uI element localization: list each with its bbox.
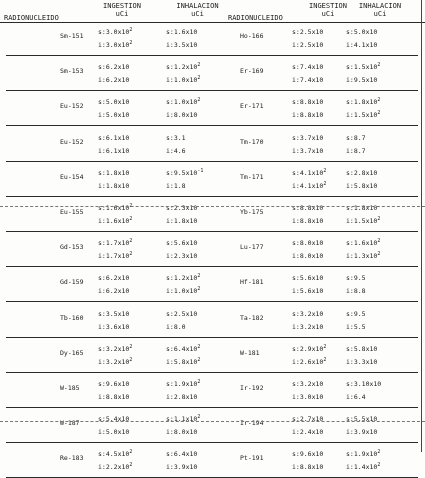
value-text: s:6.1x10 xyxy=(98,134,130,142)
header-inhalacion-unit-right: uCi xyxy=(373,10,387,18)
nuclide-name: Hf-181 xyxy=(240,278,264,286)
value-text: i:6.2x10 xyxy=(98,76,130,84)
value-text: i:3.2x10 xyxy=(98,358,130,366)
value-text: i:8.0x10 xyxy=(292,252,324,260)
value-exponent: 2 xyxy=(323,344,327,350)
value-text: i:3.2x10 xyxy=(292,323,324,331)
value-ing-s xyxy=(292,132,323,144)
value-text: i:1.4x10 xyxy=(346,463,378,471)
value-inh-s xyxy=(346,96,380,108)
value-text: i:2.5x10 xyxy=(292,41,324,49)
value-inh-s xyxy=(346,343,377,355)
value-text: s:3.7x10 xyxy=(292,134,324,142)
row-rule xyxy=(6,301,418,302)
value-exponent: 2 xyxy=(377,251,381,257)
value-ing-s xyxy=(292,96,323,108)
nuclide-name: Ta-182 xyxy=(240,314,264,322)
value-ing-s xyxy=(98,413,129,425)
value-ing-i xyxy=(98,250,132,262)
row-rule xyxy=(6,337,418,338)
nuclide-name: Tm-171 xyxy=(240,173,264,181)
header-radionucleido-right: RADIONUCLEIDO xyxy=(228,14,283,22)
value-inh-i xyxy=(346,180,377,192)
value-text: i:8.8x10 xyxy=(292,111,324,119)
value-text: s:1.6x10 xyxy=(98,204,130,212)
value-exponent: 2 xyxy=(129,344,133,350)
value-text: s:9.5x10 xyxy=(166,169,198,177)
value-ing-s xyxy=(98,343,132,355)
value-inh-i xyxy=(166,215,197,227)
value-exponent: 2 xyxy=(323,168,327,174)
value-text: i:1.0x10 xyxy=(166,76,198,84)
value-ing-i xyxy=(292,250,323,262)
value-ing-s xyxy=(292,308,323,320)
value-ing-s xyxy=(98,378,129,390)
value-inh-i xyxy=(166,321,186,333)
value-text: i:2.6x10 xyxy=(292,358,324,366)
value-text: i:1.8x10 xyxy=(166,217,198,225)
value-ing-s xyxy=(292,167,326,179)
value-text: s:1.2x10 xyxy=(166,274,198,282)
value-ing-i xyxy=(292,180,326,192)
value-inh-i xyxy=(166,74,200,86)
value-text: i:8.0x10 xyxy=(166,428,198,436)
value-text: i:6.1x10 xyxy=(98,147,130,155)
row-rule xyxy=(6,407,418,408)
value-text: s:1.9x10 xyxy=(166,380,198,388)
value-exponent: 2 xyxy=(197,357,201,363)
value-text: i:3.7x10 xyxy=(292,147,324,155)
value-inh-s xyxy=(346,448,380,460)
nuclide-name: Ho-166 xyxy=(240,32,264,40)
value-text: i:2.8x10 xyxy=(166,393,198,401)
value-text: s:3.5x10 xyxy=(98,310,130,318)
value-text: s:1.6x10 xyxy=(166,28,198,36)
value-text: s:1.5x10 xyxy=(346,63,378,71)
value-ing-s xyxy=(98,61,129,73)
value-inh-i xyxy=(346,215,380,227)
value-text: i:5.0x10 xyxy=(98,428,130,436)
value-inh-i xyxy=(166,145,186,157)
value-inh-s xyxy=(166,308,197,320)
value-inh-i xyxy=(346,250,380,262)
value-text: s:2.9x10 xyxy=(292,345,324,353)
value-ing-s xyxy=(292,448,323,460)
value-inh-i xyxy=(346,39,377,51)
value-inh-s xyxy=(166,378,200,390)
row-rule xyxy=(6,196,418,197)
header-inhalacion-label: INHALACION xyxy=(176,2,219,10)
value-text: i:3.0x10 xyxy=(98,41,130,49)
value-inh-s xyxy=(166,132,186,144)
value-exponent: 2 xyxy=(129,27,133,33)
value-text: s:2.3x10 xyxy=(166,204,198,212)
value-inh-i xyxy=(166,250,197,262)
value-ing-s xyxy=(292,272,323,284)
value-ing-s xyxy=(292,413,323,425)
value-text: s:5.8x10 xyxy=(346,345,378,353)
value-text: s:8.0x10 xyxy=(292,239,324,247)
value-inh-i xyxy=(166,461,197,473)
row-rule xyxy=(6,161,418,162)
value-ing-s xyxy=(98,167,129,179)
value-inh-s xyxy=(166,61,200,73)
value-text: i:2.4x10 xyxy=(292,428,324,436)
value-ing-i xyxy=(98,321,129,333)
value-ing-i xyxy=(98,109,129,121)
value-text: s:5.6x10 xyxy=(166,239,198,247)
value-exponent: 2 xyxy=(129,238,133,244)
value-text: s:6.2x10 xyxy=(98,63,130,71)
header-inhalacion-label-right: INHALACION xyxy=(358,2,402,10)
value-exponent: 2 xyxy=(377,462,381,468)
nuclide-name: Tb-160 xyxy=(60,314,84,322)
value-inh-i xyxy=(166,180,186,192)
row-rule xyxy=(6,266,418,267)
value-ing-i xyxy=(98,356,132,368)
value-exponent: 2 xyxy=(129,449,133,455)
value-text: s:7.4x10 xyxy=(292,63,324,71)
value-exponent: 2 xyxy=(377,97,381,103)
nuclide-name: Eu-152 xyxy=(60,138,84,146)
value-ing-s xyxy=(98,308,129,320)
value-text: s:3.1 xyxy=(166,134,186,142)
nuclide-name: Eu-155 xyxy=(60,208,84,216)
value-ing-s xyxy=(98,448,132,460)
value-text: s:1.0x10 xyxy=(166,98,198,106)
value-text: i:1.7x10 xyxy=(98,252,130,260)
value-inh-s xyxy=(346,272,366,284)
value-inh-s xyxy=(166,202,197,214)
nuclide-name: Re-183 xyxy=(60,454,84,462)
value-ing-s xyxy=(98,202,132,214)
nuclide-name: Ir-192 xyxy=(240,384,264,392)
value-text: i:1.8x10 xyxy=(98,182,130,190)
value-ing-s xyxy=(98,272,129,284)
value-inh-i xyxy=(166,109,197,121)
value-text: s:3.10x10 xyxy=(346,380,382,388)
value-inh-i xyxy=(346,461,380,473)
nuclide-name: W-185 xyxy=(60,384,80,392)
value-text: s:6.2x10 xyxy=(98,274,130,282)
value-ing-i xyxy=(98,285,129,297)
nuclide-name: W-181 xyxy=(240,349,260,357)
header-inhalacion-unit: uCi xyxy=(191,10,204,18)
value-ing-i xyxy=(292,74,323,86)
value-ing-i xyxy=(292,426,323,438)
value-text: i:4.1x10 xyxy=(346,41,378,49)
value-inh-s xyxy=(346,132,366,144)
value-text: s:1.1x10 xyxy=(166,415,198,423)
value-ing-s xyxy=(292,237,323,249)
value-ing-s xyxy=(98,132,129,144)
value-text: i:2.2x10 xyxy=(98,463,130,471)
nuclide-name: Gd-153 xyxy=(60,243,84,251)
value-text: i:3.5x10 xyxy=(166,41,198,49)
value-inh-i xyxy=(346,391,366,403)
value-ing-s xyxy=(98,96,129,108)
nuclide-name: Er-169 xyxy=(240,67,264,75)
value-ing-s xyxy=(292,61,323,73)
value-inh-i xyxy=(166,426,197,438)
nuclide-name: Lu-177 xyxy=(240,243,264,251)
header-ingestion-unit-right: uCi xyxy=(321,10,335,18)
value-text: i:7.4x10 xyxy=(292,76,324,84)
value-exponent: 2 xyxy=(197,286,201,292)
value-text: i:8.7 xyxy=(346,147,366,155)
value-exponent: 2 xyxy=(129,216,133,222)
header-ingestion-label: INGESTION xyxy=(103,2,141,10)
value-exponent: 2 xyxy=(197,62,201,68)
value-text: i:5.8x10 xyxy=(346,182,378,190)
value-exponent: 2 xyxy=(197,273,201,279)
row-rule xyxy=(6,125,418,126)
value-text: i:5.0x10 xyxy=(98,111,130,119)
value-text: s:6.4x10 xyxy=(166,345,198,353)
value-exponent: 2 xyxy=(323,181,327,187)
value-inh-i xyxy=(346,109,380,121)
value-text: i:1.3x10 xyxy=(346,252,378,260)
nuclide-name: Sm-151 xyxy=(60,32,84,40)
value-text: s:6.4x10 xyxy=(166,450,198,458)
value-text: s:9.5 xyxy=(346,310,366,318)
value-ing-s xyxy=(292,202,323,214)
value-text: i:4.6 xyxy=(166,147,186,155)
value-ing-i xyxy=(292,461,323,473)
value-ing-i xyxy=(98,426,129,438)
nuclide-name: Eu-154 xyxy=(60,173,84,181)
value-text: i:6.4 xyxy=(346,393,366,401)
nuclide-name: Yb-175 xyxy=(240,208,264,216)
fold-mark-upper xyxy=(0,206,425,207)
value-inh-s xyxy=(166,26,197,38)
value-text: s:2.7x10 xyxy=(292,415,324,423)
value-text: i:2.3x10 xyxy=(166,252,198,260)
row-rule xyxy=(6,442,418,443)
value-text: s:2.8x10 xyxy=(346,169,378,177)
value-ing-i xyxy=(98,391,129,403)
value-text: s:9.6x10 xyxy=(98,380,130,388)
value-inh-s xyxy=(166,272,200,284)
value-text: s:3.2x10 xyxy=(98,345,130,353)
value-ing-i xyxy=(292,39,323,51)
row-rule xyxy=(6,372,418,373)
value-text: s:4.5x10 xyxy=(98,450,130,458)
value-ing-i xyxy=(98,39,132,51)
value-ing-s xyxy=(292,343,326,355)
value-text: s:9.6x10 xyxy=(292,450,324,458)
value-text: s:8.8x10 xyxy=(292,204,324,212)
nuclide-name: Eu-152 xyxy=(60,102,84,110)
value-inh-i xyxy=(346,74,377,86)
value-ing-i xyxy=(292,215,323,227)
value-text: s:2.5x10 xyxy=(292,28,324,36)
value-inh-i xyxy=(346,145,366,157)
value-text: i:1.5x10 xyxy=(346,217,378,225)
nuclide-name: W-187 xyxy=(60,419,80,427)
header-inhalacion-left xyxy=(160,2,235,18)
value-inh-s xyxy=(166,237,197,249)
value-text: i:5.5 xyxy=(346,323,366,331)
value-text: s:1.8x10 xyxy=(346,98,378,106)
fold-mark-lower xyxy=(0,421,425,422)
value-text: i:3.0x10 xyxy=(292,393,324,401)
value-ing-i xyxy=(292,285,323,297)
nuclide-name: Dy-165 xyxy=(60,349,84,357)
nuclide-name: Pt-191 xyxy=(240,454,264,462)
value-ing-i xyxy=(292,356,326,368)
value-text: s:3.2x10 xyxy=(292,380,324,388)
value-text: i:8.0 xyxy=(166,323,186,331)
value-exponent: 2 xyxy=(377,216,381,222)
value-text: i:3.3x10 xyxy=(346,358,378,366)
value-inh-i xyxy=(166,391,197,403)
value-text: i:1.5x10 xyxy=(346,111,378,119)
value-ing-i xyxy=(292,109,323,121)
nuclide-name: Er-171 xyxy=(240,102,264,110)
value-ing-s xyxy=(98,237,132,249)
nuclide-name: Tm-170 xyxy=(240,138,264,146)
value-text: s:5.6x10 xyxy=(292,274,324,282)
value-inh-s xyxy=(346,202,377,214)
value-text: i:8.8 xyxy=(346,287,366,295)
header-ingestion-left xyxy=(82,2,162,18)
value-inh-s xyxy=(346,413,377,425)
value-text: i:8.0x10 xyxy=(166,111,198,119)
value-text: s:1.6x10 xyxy=(346,239,378,247)
value-ing-i xyxy=(292,391,323,403)
value-exponent: 2 xyxy=(377,449,381,455)
value-text: s:4.1x10 xyxy=(292,169,324,177)
value-exponent: 2 xyxy=(129,251,133,257)
value-text: s:1.8x10 xyxy=(98,169,130,177)
value-text: s:9.5 xyxy=(346,274,366,282)
value-text: i:8.8x10 xyxy=(292,463,324,471)
row-rule xyxy=(6,55,418,56)
value-inh-s xyxy=(346,167,377,179)
value-ing-s xyxy=(292,378,323,390)
value-text: i:8.8x10 xyxy=(292,217,324,225)
value-exponent: 2 xyxy=(377,62,381,68)
value-inh-s xyxy=(346,308,366,320)
value-exponent: 2 xyxy=(197,379,201,385)
header-radionucleido-left: RADIONUCLEIDO xyxy=(4,14,59,22)
value-exponent: 2 xyxy=(197,97,201,103)
value-text: s:1.9x10 xyxy=(346,450,378,458)
value-exponent: 2 xyxy=(377,238,381,244)
value-text: i:3.6x10 xyxy=(98,323,130,331)
row-rule xyxy=(6,231,418,232)
value-ing-i xyxy=(292,321,323,333)
value-exponent: 2 xyxy=(129,357,133,363)
value-ing-i xyxy=(98,461,132,473)
value-text: s:1.8x10 xyxy=(346,204,378,212)
value-text: s:5.5x10 xyxy=(346,415,378,423)
value-inh-s xyxy=(166,96,200,108)
value-exponent: 2 xyxy=(197,75,201,81)
value-ing-s xyxy=(98,26,132,38)
value-text: i:1.0x10 xyxy=(166,287,198,295)
value-exponent: 2 xyxy=(129,40,133,46)
value-text: s:2.5x10 xyxy=(166,310,198,318)
value-inh-i xyxy=(166,285,200,297)
value-inh-i xyxy=(166,356,200,368)
value-ing-i xyxy=(98,74,129,86)
value-text: i:5.6x10 xyxy=(292,287,324,295)
value-text: i:3.9x10 xyxy=(166,463,198,471)
value-text: s:5.0x10 xyxy=(346,28,378,36)
value-exponent: 2 xyxy=(129,462,133,468)
nuclide-name: Gd-159 xyxy=(60,278,84,286)
value-exponent: 2 xyxy=(197,344,201,350)
header-inhalacion-right xyxy=(340,2,420,18)
nuclide-name: Ir-194 xyxy=(240,419,264,427)
value-inh-i xyxy=(166,39,197,51)
header-ingestion-unit: uCi xyxy=(115,10,129,18)
nuclide-name: Sm-153 xyxy=(60,67,84,75)
value-text: s:1.7x10 xyxy=(98,239,130,247)
value-text: s:5.4x10 xyxy=(98,415,130,423)
value-text: i:6.2x10 xyxy=(98,287,130,295)
value-inh-s xyxy=(166,448,197,460)
value-ing-i xyxy=(98,215,132,227)
value-inh-s xyxy=(166,167,203,179)
header-ingestion-label-right: INGESTION xyxy=(309,2,347,10)
value-text: s:8.7 xyxy=(346,134,366,142)
value-exponent: 2 xyxy=(323,357,327,363)
value-ing-i xyxy=(98,145,129,157)
value-text: i:1.8 xyxy=(166,182,186,190)
value-exponent: 2 xyxy=(129,203,133,209)
value-text: i:8.8x10 xyxy=(98,393,130,401)
value-exponent: 2 xyxy=(377,110,381,116)
value-inh-s xyxy=(346,378,381,390)
right-border xyxy=(421,0,422,452)
value-text: i:1.6x10 xyxy=(98,217,130,225)
value-ing-i xyxy=(98,180,129,192)
value-text: i:4.1x10 xyxy=(292,182,324,190)
value-exponent: -1 xyxy=(197,168,204,174)
value-ing-s xyxy=(292,26,323,38)
value-text: s:8.8x10 xyxy=(292,98,324,106)
value-inh-i xyxy=(346,426,377,438)
value-text: s:5.0x10 xyxy=(98,98,130,106)
value-inh-i xyxy=(346,285,366,297)
value-inh-i xyxy=(346,321,366,333)
value-text: i:3.9x10 xyxy=(346,428,378,436)
row-rule xyxy=(6,90,418,91)
value-inh-i xyxy=(346,356,377,368)
value-inh-s xyxy=(346,237,380,249)
value-ing-i xyxy=(292,145,323,157)
value-text: s:3.2x10 xyxy=(292,310,324,318)
header-rule xyxy=(0,22,425,23)
value-text: i:5.8x10 xyxy=(166,358,198,366)
value-inh-s xyxy=(346,26,377,38)
value-inh-s xyxy=(166,343,200,355)
value-text: i:9.5x10 xyxy=(346,76,378,84)
value-exponent: 2 xyxy=(197,414,201,420)
value-inh-s xyxy=(346,61,380,73)
value-text: s:3.0x10 xyxy=(98,28,130,36)
value-inh-s xyxy=(166,413,200,425)
value-text: s:1.2x10 xyxy=(166,63,198,71)
